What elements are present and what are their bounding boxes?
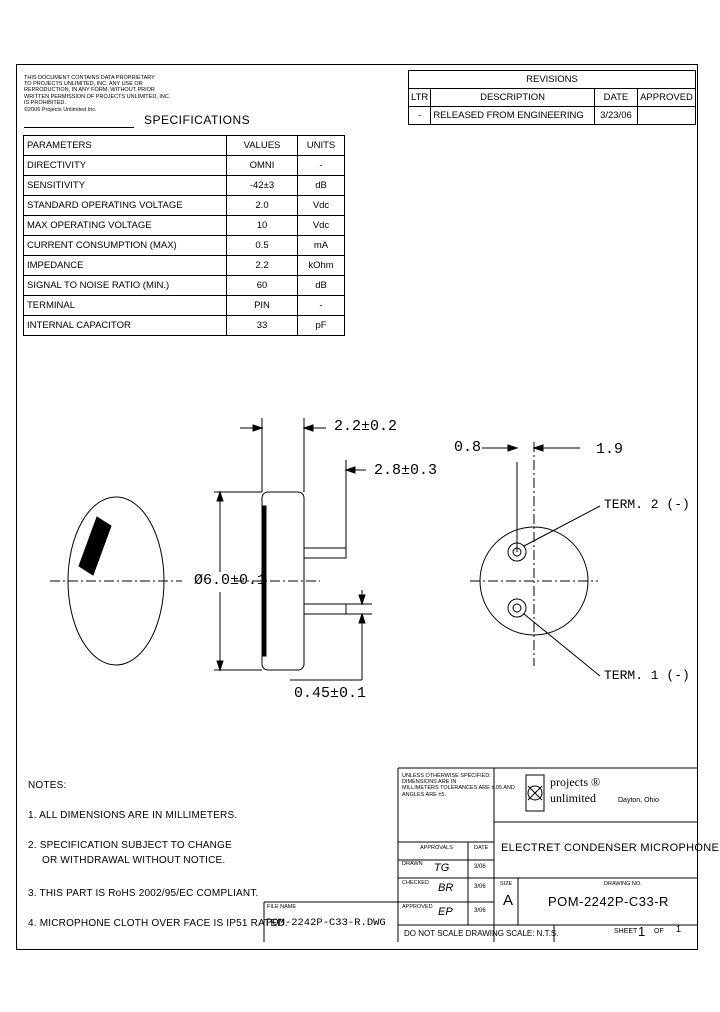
drawing-title: ELECTRET CONDENSER MICROPHONE (501, 842, 720, 854)
checked-date: 3/06 (474, 884, 486, 890)
rev-header: DATE (594, 89, 637, 107)
disclaimer-line: TO PROJECTS UNLIMITED, INC. ANY USE OR (24, 81, 143, 88)
tolerance-line: ANGLES ARE ±5. (402, 791, 446, 798)
disclaimer-line: WRITTEN PERMISSION OF PROJECTS UNLIMITED, INC. (24, 93, 171, 100)
file-name-label: FILE NAME (267, 904, 297, 910)
spec-param: STANDARD OPERATING VOLTAGE (24, 196, 227, 216)
company-location: Dayton, Ohio (618, 797, 659, 804)
spec-param: SENSITIVITY (24, 176, 227, 196)
disclaimer-line: REPRODUCTION, IN ANY FORM, WITHOUT PRIOR (24, 87, 155, 94)
dim-spacing: 1.9 (596, 441, 624, 458)
approved-by: EP (438, 906, 453, 918)
spec-value: 60 (227, 276, 298, 296)
spec-value: 2.0 (227, 196, 298, 216)
cloth-mark (79, 517, 111, 575)
copyright: ©2006 Projects Unlimited Inc. (24, 107, 97, 114)
of-label: OF (654, 928, 664, 935)
size-value: A (503, 892, 514, 909)
company-name-2: unlimited (550, 791, 596, 805)
checked-by: BR (438, 882, 454, 894)
dim-height: 2.2±0.2 (334, 418, 398, 435)
spec-value: OMNI (227, 156, 298, 176)
scale: SCALE: N.T.S. (506, 929, 559, 938)
spec-param: CURRENT CONSUMPTION (MAX) (24, 236, 227, 256)
specifications-title: SPECIFICATIONS (144, 113, 251, 127)
spec-header: PARAMETERS (24, 136, 227, 156)
pin-lower (304, 604, 346, 614)
do-not-scale: DO NOT SCALE DRAWING (404, 929, 505, 938)
spec-param: DIRECTIVITY (24, 156, 227, 176)
spec-param: MAX OPERATING VOLTAGE (24, 216, 227, 236)
spec-unit: dB (298, 176, 345, 196)
rev-cell: - (409, 107, 431, 125)
spec-unit: mA (298, 236, 345, 256)
approved-date: 3/06 (474, 908, 486, 914)
rev-cell: RELEASED FROM ENGINEERING (431, 107, 595, 125)
drawn-label: DRAWN (402, 861, 423, 867)
spec-value: PIN (227, 296, 298, 316)
rev-header: LTR (409, 89, 431, 107)
rev-header: APPROVED (637, 89, 695, 107)
approvals-label: APPROVALS (420, 845, 453, 851)
spec-param: SIGNAL TO NOISE RATIO (MIN.) (24, 276, 227, 296)
size-label: SIZE (500, 881, 513, 887)
company-name: projects ® (550, 775, 601, 789)
note-item: 2. SPECIFICATION SUBJECT TO CHANGE (28, 840, 232, 851)
spec-param: INTERNAL CAPACITOR (24, 316, 227, 336)
spec-unit: Vdc (298, 216, 345, 236)
dim-pin-diameter: 0.45±0.1 (294, 685, 367, 702)
disclaimer-line: THIS DOCUMENT CONTAINS DATA PROPRIETARY (24, 75, 155, 81)
sheet-label: SHEET (614, 928, 638, 935)
spec-value: 33 (227, 316, 298, 336)
term2-label: TERM. 2 (-) (604, 497, 690, 512)
spec-unit: - (298, 156, 345, 176)
dim-diameter: Ø6.0±0.1 (194, 572, 267, 589)
spec-unit: Vdc (298, 196, 345, 216)
spec-unit: dB (298, 276, 345, 296)
spec-unit: - (298, 296, 345, 316)
spec-value: 2.2 (227, 256, 298, 276)
spec-unit: kOhm (298, 256, 345, 276)
note-item: 3. THIS PART IS RoHS 2002/95/EC COMPLIANT. (28, 888, 259, 899)
dim-offset: 0.8 (454, 439, 482, 456)
rev-cell: 3/23/06 (594, 107, 637, 125)
checked-label: CHECKED (402, 880, 429, 886)
date-label: DATE (474, 845, 489, 851)
spec-header: VALUES (227, 136, 298, 156)
spec-header: UNITS (298, 136, 345, 156)
tolerance-line: MILLIMETERS TOLERANCES ARE ±.05 AND (402, 785, 515, 792)
rev-header: DESCRIPTION (431, 89, 595, 107)
tolerance-line: UNLESS OTHERWISE SPECIFIED: (402, 773, 491, 779)
drawn-date: 3/06 (474, 864, 486, 870)
spec-unit: pF (298, 316, 345, 336)
note-item: 4. MICROPHONE CLOTH OVER FACE IS IP51 RATED. (28, 918, 288, 929)
sheet-number: 1 (638, 924, 646, 939)
approved-label: APPROVED (402, 904, 433, 910)
note-item: 1. ALL DIMENSIONS ARE IN MILLIMETERS. (28, 810, 238, 821)
spec-param: IMPEDANCE (24, 256, 227, 276)
term1-label: TERM. 1 (-) (604, 668, 690, 683)
notes-title: NOTES: (28, 780, 67, 791)
pin-upper (304, 548, 346, 558)
sheet-total: 1 (676, 924, 682, 934)
drawing-no-label: DRAWING NO. (604, 881, 642, 887)
drawing-number: POM-2242P-C33-R (548, 894, 669, 909)
note-item: OR WITHDRAWAL WITHOUT NOTICE. (42, 855, 226, 866)
file-name: POM-2242P-C33-R.DWG (266, 917, 386, 929)
term1-pad (508, 599, 526, 617)
drawn-by: TG (434, 862, 450, 874)
spec-value: 0.5 (227, 236, 298, 256)
dim-pin-length: 2.8±0.3 (374, 462, 438, 479)
tolerance-note (402, 773, 515, 798)
revisions-title: REVISIONS (409, 71, 696, 89)
disclaimer-line: IS PROHIBITED. (24, 99, 66, 106)
spec-value: -42±3 (227, 176, 298, 196)
spec-value: 10 (227, 216, 298, 236)
tolerance-line: DIMENSIONS ARE IN (402, 779, 457, 786)
spec-param: TERMINAL (24, 296, 227, 316)
